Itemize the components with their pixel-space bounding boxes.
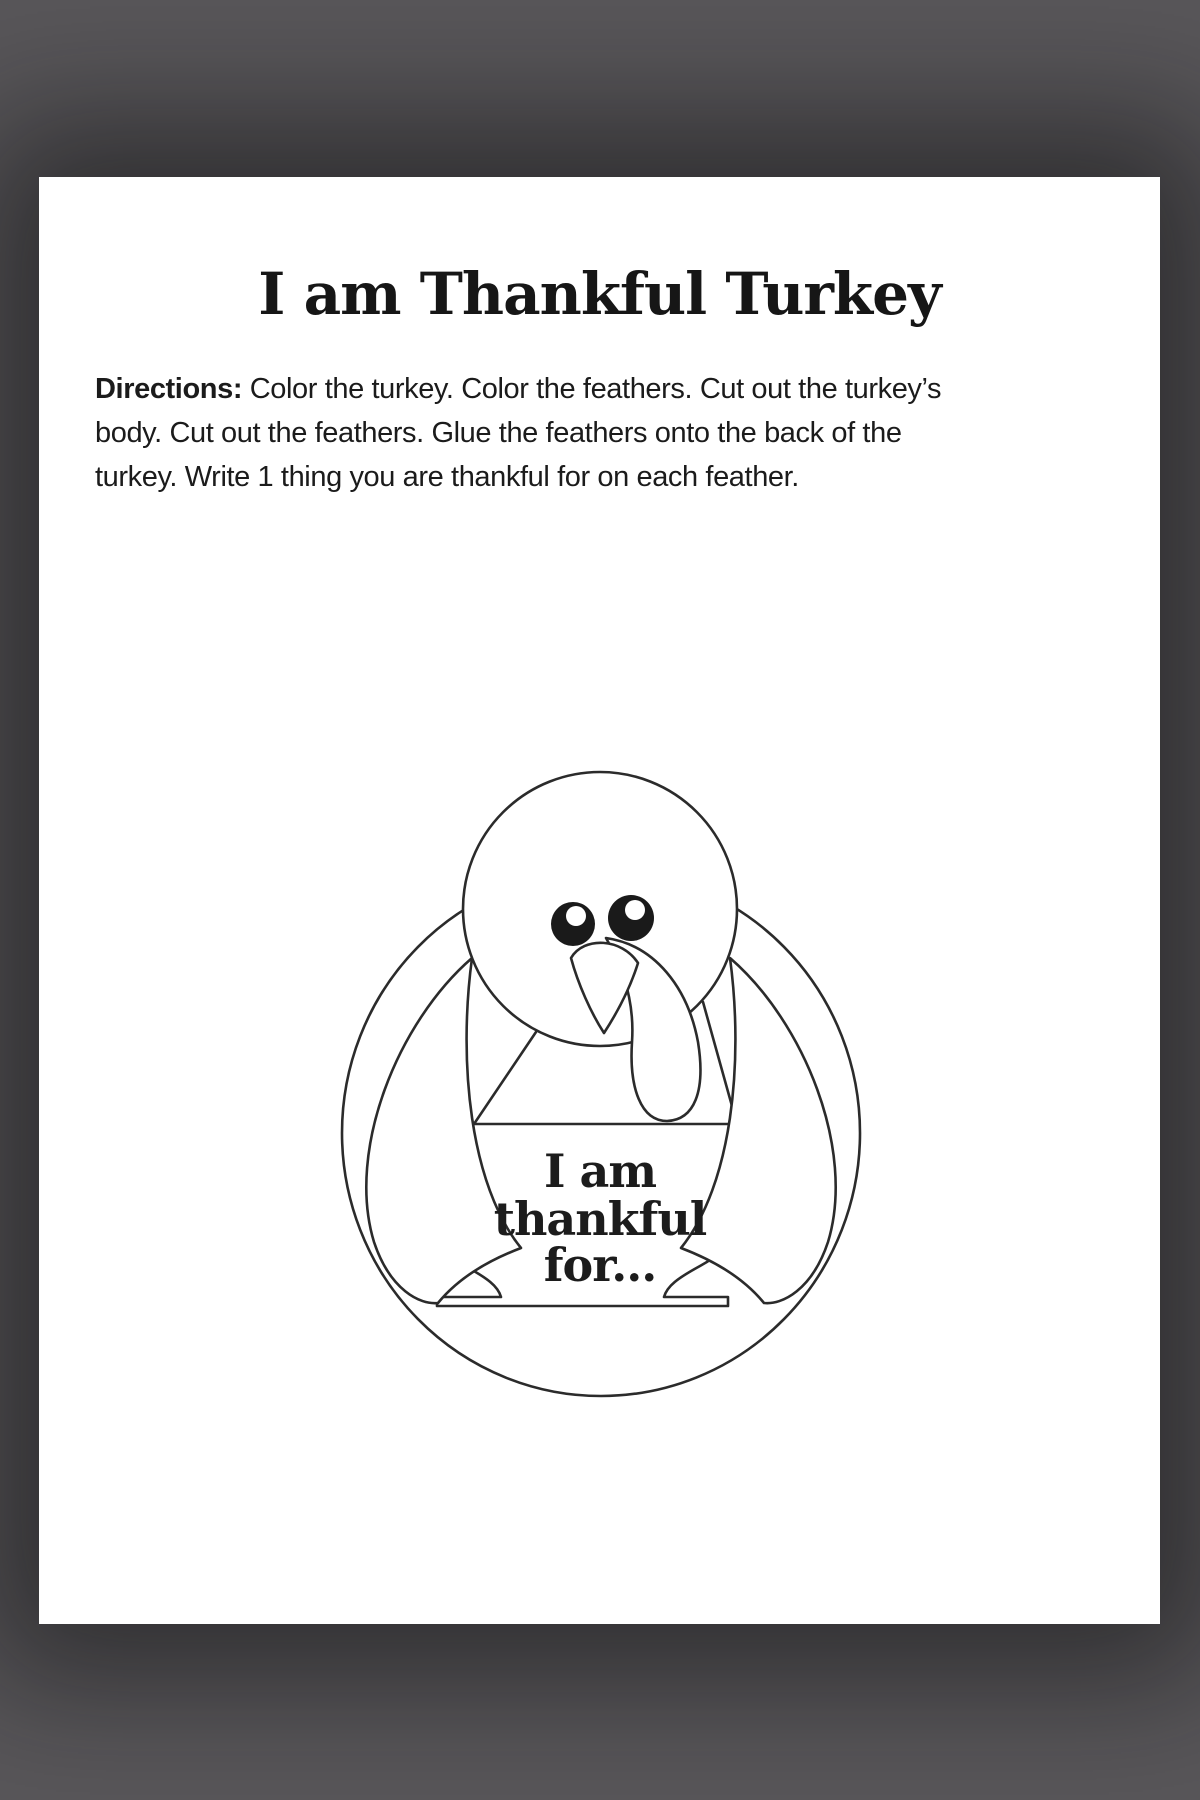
turkey-left-eye-highlight (566, 906, 586, 926)
sign-text-line-1: I am (543, 1144, 657, 1198)
directions-text (95, 367, 1115, 499)
turkey-right-eye-highlight (625, 900, 645, 920)
sign-text-line-3: for... (543, 1238, 657, 1292)
sign-text-line-2: thankful (493, 1192, 707, 1246)
turkey-drawing (330, 770, 875, 1415)
directions-line-1 (95, 367, 1115, 411)
worksheet-page (39, 177, 1160, 1624)
page-title: I am Thankful Turkey (258, 260, 941, 328)
directions-line-1-text: Color the turkey. Color the feathers. Cut out the turkey’s (242, 373, 942, 405)
directions-line-3: turkey. Write 1 thing you are thankful for on each feather. (95, 461, 799, 493)
turkey-illustration (330, 770, 875, 1415)
directions-label: Directions: (95, 373, 243, 405)
directions-line-2: body. Cut out the feathers. Glue the feathers onto the back of the (95, 417, 902, 449)
